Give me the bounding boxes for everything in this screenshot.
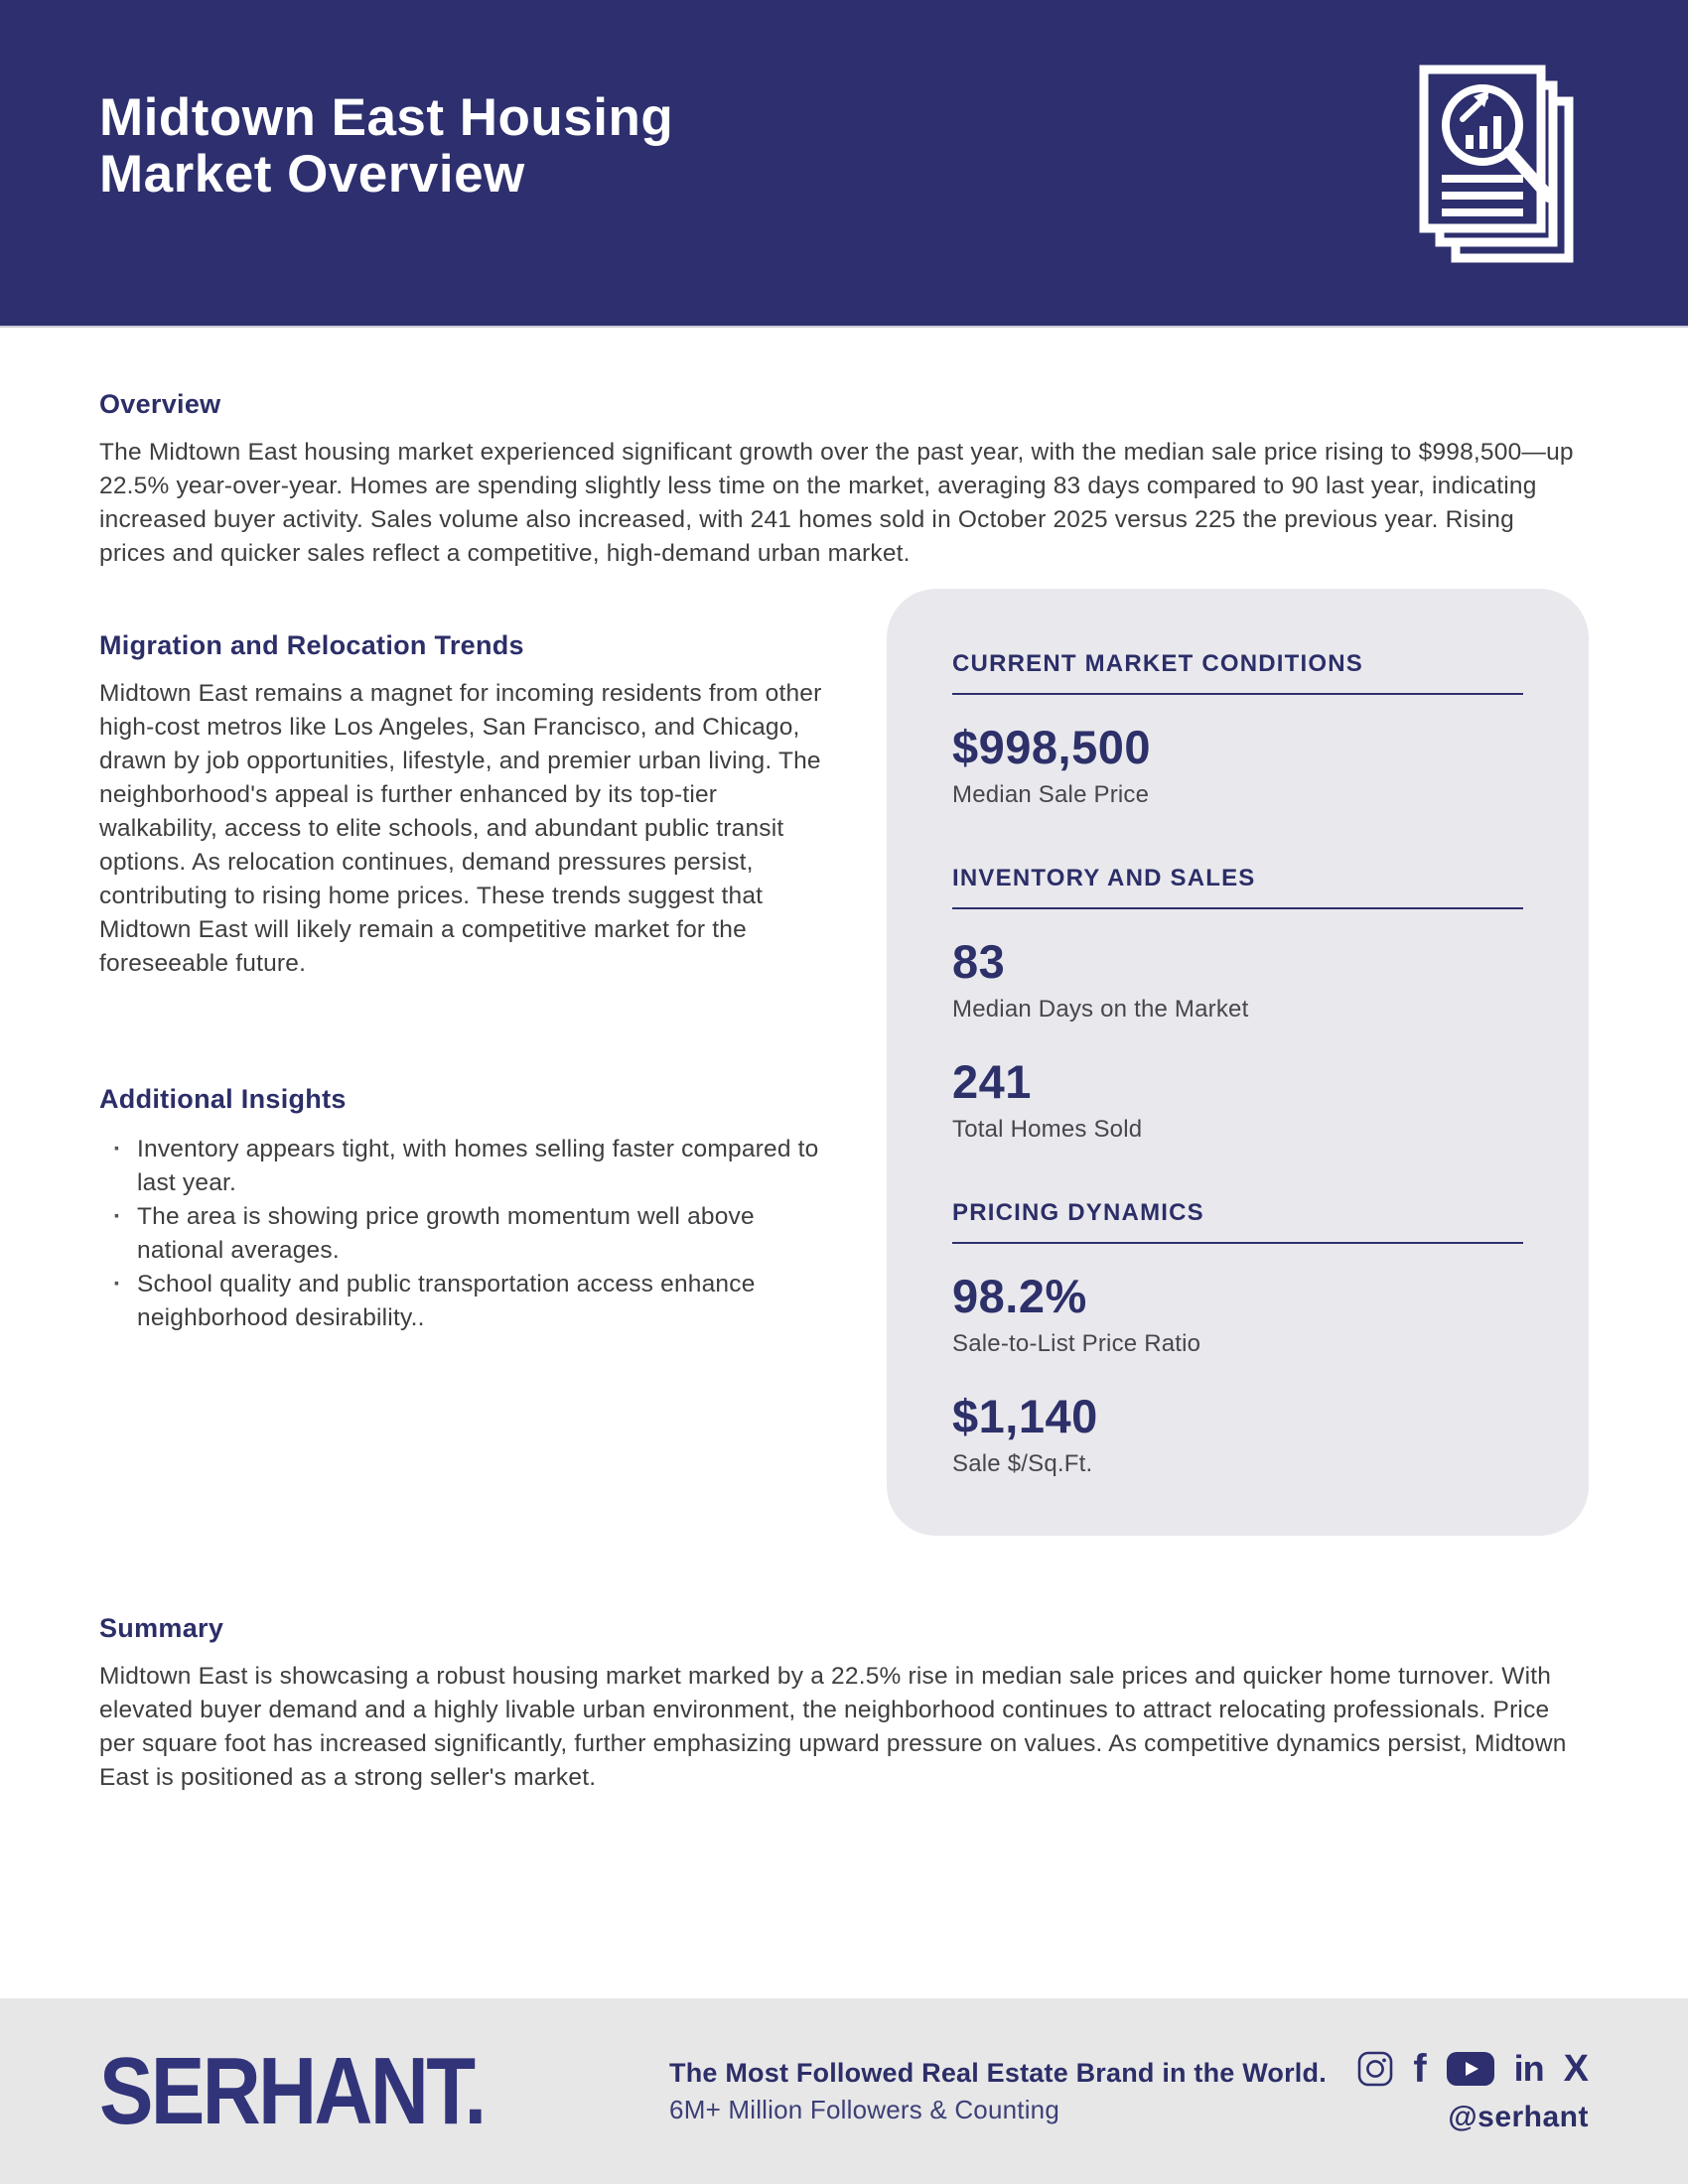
linkedin-icon[interactable]: in bbox=[1513, 2047, 1544, 2089]
stat-value-sale-to-list: 98.2% bbox=[952, 1270, 1087, 1322]
insights-list bbox=[99, 1133, 836, 1335]
report-magnifier-icon bbox=[1410, 60, 1589, 275]
stat-label-sale-to-list: Sale-to-List Price Ratio bbox=[952, 1330, 1201, 1357]
x-icon[interactable]: X bbox=[1563, 2047, 1589, 2090]
section-summary bbox=[99, 1613, 1589, 1795]
stat-label-price-sqft: Sale $/Sq.Ft. bbox=[952, 1450, 1093, 1477]
summary-paragraph: Midtown East is showcasing a robust housing market marked by a 22.5% rise in median sale prices and quicker home turnover. With elevated buyer demand and a highly livable urban environment, the neighborhood continues to attract relocating professionals. Price per square foot has increased significantly, further emphasizing upward pressure on values. As competitive dynamics persist, Midtown East is positioned as a strong seller's market. bbox=[99, 1663, 1567, 1791]
instagram-icon[interactable] bbox=[1357, 2051, 1393, 2087]
footer-bar bbox=[0, 1998, 1688, 2184]
card-section-heading: CURRENT MARKET CONDITIONS bbox=[952, 650, 1523, 695]
stat-value-price-sqft: $1,140 bbox=[952, 1390, 1098, 1442]
stat-label-homes-sold: Total Homes Sold bbox=[952, 1116, 1143, 1143]
stat-value-median-days: 83 bbox=[952, 935, 1006, 988]
serhant-logo: SERHANT. bbox=[99, 2037, 485, 2144]
footer-tagline-sub: 6M+ Million Followers & Counting bbox=[669, 2094, 1059, 2124]
overview-paragraph: The Midtown East housing market experienced significant growth over the past year, with the median sale price rising to $998,500—up 22.5% year-over-year. Homes are spending slightly less time on the market, averaging 83 days compared to 90 last year, indicating increased buyer activity. Sales volume also increased, with 241 homes sold in October 2025 versus 225 the previous year. Rising prices and quicker sales reflect a competitive, high-demand urban market. bbox=[99, 439, 1574, 567]
summary-heading: Summary bbox=[99, 1613, 224, 1643]
section-additional-insights bbox=[99, 1084, 836, 1335]
section-overview bbox=[99, 389, 1589, 571]
footer-social-block bbox=[1357, 2046, 1589, 2134]
stat-value-homes-sold: 241 bbox=[952, 1055, 1032, 1108]
market-stats-card bbox=[887, 589, 1589, 1536]
two-column-area bbox=[99, 589, 1589, 1536]
report-body bbox=[0, 389, 1688, 1795]
stat-label-median-days: Median Days on the Market bbox=[952, 996, 1249, 1023]
list-item: · The area is showing price growth momentum well above national averages. bbox=[99, 1200, 836, 1268]
overview-heading: Overview bbox=[99, 389, 221, 419]
migration-paragraph: Midtown East remains a magnet for incoming residents from other high-cost metros like Los Angeles, San Francisco, and Chicago, drawn by job opportunities, lifestyle, and premier urban living. The neighborhood's appeal is further enhanced by its top-tier walkability, access to elite schools, and abundant public transit options. As relocation continues, demand pressures persist, contributing to rising home prices. These trends suggest that Midtown East will likely remain a competitive market for the foreseeable future. bbox=[99, 680, 822, 977]
list-item: · School quality and public transportation access enhance neighborhood desirability.. bbox=[99, 1268, 836, 1335]
social-handle[interactable]: @serhant bbox=[1448, 2100, 1589, 2133]
social-icons-row bbox=[1357, 2046, 1589, 2091]
page-title-line1: Midtown East Housing bbox=[99, 88, 674, 147]
list-item: · Inventory appears tight, with homes selling faster compared to last year. bbox=[99, 1133, 836, 1200]
left-column bbox=[99, 589, 836, 1335]
facebook-icon[interactable]: f bbox=[1413, 2046, 1427, 2091]
header-banner bbox=[0, 0, 1688, 328]
stat-value-median-sale-price: $998,500 bbox=[952, 721, 1152, 773]
card-section-heading: PRICING DYNAMICS bbox=[952, 1199, 1523, 1244]
stat-label-median-sale-price: Median Sale Price bbox=[952, 781, 1150, 808]
insights-heading: Additional Insights bbox=[99, 1084, 347, 1114]
youtube-icon[interactable] bbox=[1447, 2052, 1494, 2086]
page-title bbox=[99, 89, 673, 203]
footer-tagline bbox=[669, 2058, 1327, 2125]
card-section-heading: INVENTORY AND SALES bbox=[952, 865, 1523, 909]
footer-tagline-bold: The Most Followed Real Estate Brand in the World. bbox=[669, 2057, 1327, 2088]
migration-heading: Migration and Relocation Trends bbox=[99, 630, 524, 660]
page-title-line2: Market Overview bbox=[99, 145, 525, 204]
